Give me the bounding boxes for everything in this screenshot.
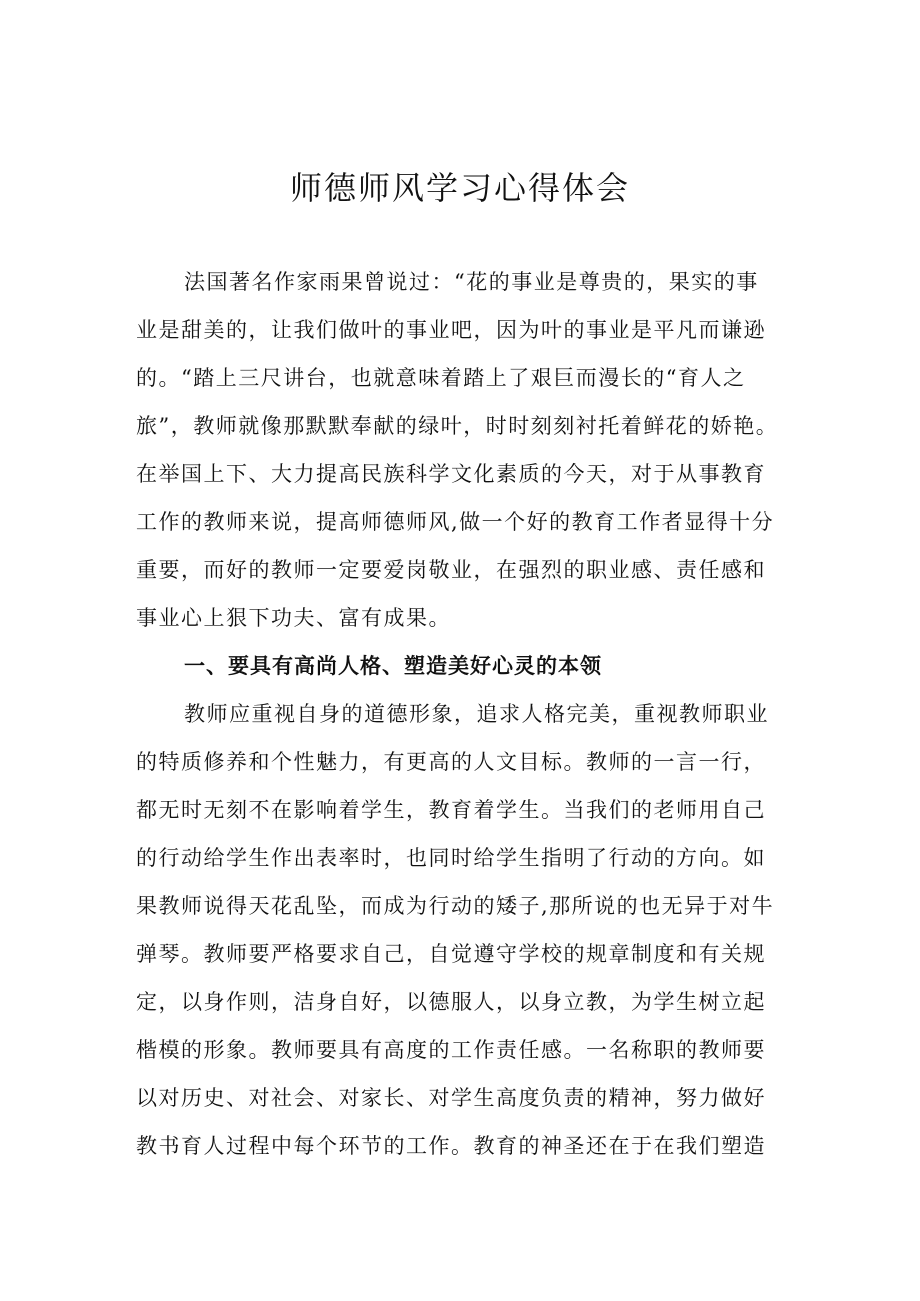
paragraph-line: 教师应重视自身的道德形象，追求人格完美，重视教师职业	[184, 702, 769, 726]
paragraph-line: 重要，而好的教师一定要爱岗敬业，在强烈的职业感、责任感和	[136, 558, 766, 582]
paragraph-line: 旅”，教师就像那默默奉献的绿叶，时时刻刻衬托着鲜花的娇艳。	[136, 414, 779, 438]
paragraph-line: 以对历史、对社会、对家长、对学生高度负责的精神，努力做好	[136, 1086, 766, 1110]
paragraph-line: 楷模的形象。教师要具有高度的工作责任感。一名称职的教师要	[136, 1038, 766, 1062]
paragraph-line: 的。“踏上三尺讲台，也就意味着踏上了艰巨而漫长的“育人之	[136, 366, 746, 390]
paragraph-line: 在举国上下、大力提高民族科学文化素质的今天，对于从事教育	[136, 462, 766, 486]
paragraph-line: 法国著名作家雨果曾说过：“花的事业是尊贵的，果实的事	[184, 270, 759, 294]
paragraph-line: 业是甜美的，让我们做叶的事业吧，因为叶的事业是平凡而谦逊	[136, 318, 766, 342]
paragraph-line: 都无时无刻不在影响着学生，教育着学生。当我们的老师用自己	[136, 798, 766, 822]
paragraph-line: 工作的教师来说，提高师德师风,做一个好的教育工作者显得十分	[136, 510, 775, 534]
document-title: 师德师风学习心得体会	[289, 169, 630, 207]
paragraph-line: 教书育人过程中每个环节的工作。教育的神圣还在于在我们塑造	[136, 1134, 766, 1158]
section-heading: 一、要具有高尚人格、塑造美好心灵的本领	[184, 654, 602, 678]
paragraph-line: 的特质修养和个性魅力，有更高的人文目标。教师的一言一行，	[136, 750, 766, 774]
paragraph-line: 事业心上狠下功夫、富有成果。	[136, 606, 451, 630]
paragraph-line: 果教师说得天花乱坠，而成为行动的矮子,那所说的也无异于对牛	[136, 894, 775, 918]
paragraph-line: 定，以身作则，洁身自好，以德服人，以身立教，为学生树立起	[136, 990, 766, 1014]
paragraph-line: 的行动给学生作出表率时，也同时给学生指明了行动的方向。如	[136, 846, 766, 870]
paragraph-line: 弹琴。教师要严格要求自己，自觉遵守学校的规章制度和有关规	[136, 942, 766, 966]
